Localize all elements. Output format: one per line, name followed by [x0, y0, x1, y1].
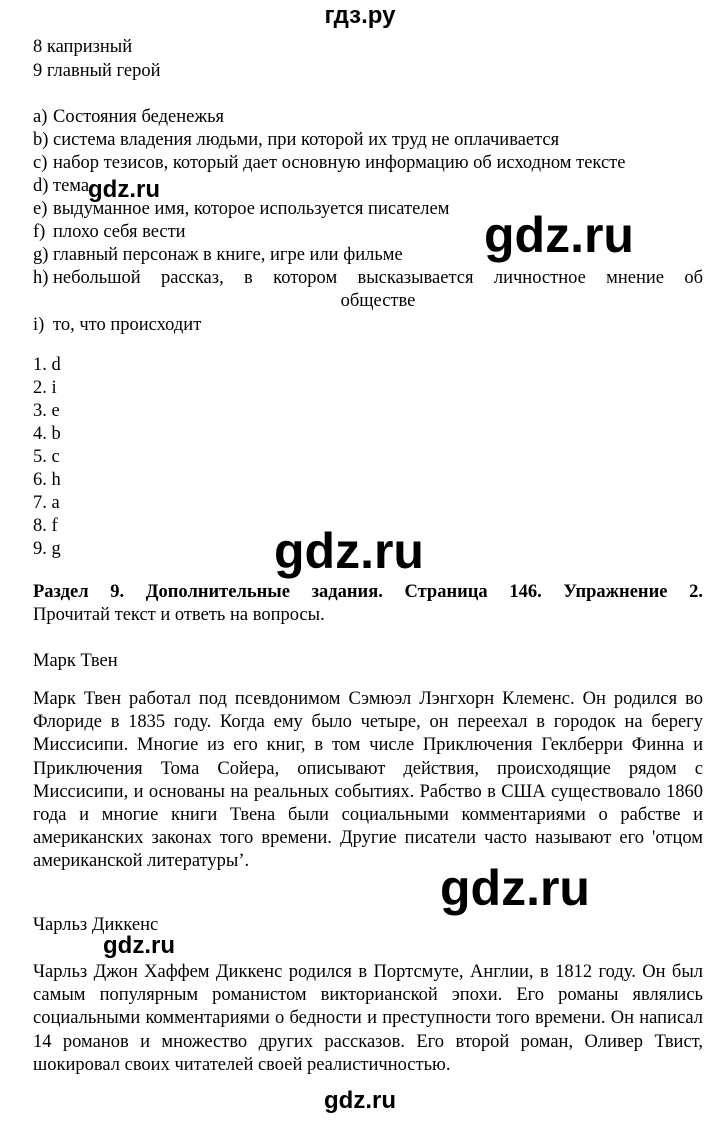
- section-instruction: Прочитай текст и ответь на вопросы.: [33, 605, 325, 625]
- definition-text: небольшой рассказ, в котором высказывается личностное мнение об: [53, 268, 703, 288]
- watermark-large: gdz.ru: [484, 207, 634, 263]
- definition-letter: e): [33, 199, 48, 219]
- dickens-paragraph: Чарльз Джон Хаффем Диккенс родился в Портсмуте, Англии, в 1812 году. Он был самым популярным романистом викторианской эпохи. Его романы являлись социальными комментариями о бедности и преступности того времени. Он написал 14 романов и множество других рассказов. Его второй роман, Оливер Твист, шокировал своих читателей своей реалистичностью.: [33, 962, 703, 1075]
- site-footer: gdz.ru: [324, 1087, 396, 1114]
- answer-4: 4. b: [33, 424, 61, 444]
- definition-b: [33, 129, 703, 152]
- site-header: гдз.ру: [324, 2, 396, 29]
- definition-text: набор тезисов, который дает основную информацию об исходном тексте: [53, 153, 626, 173]
- watermark-small: gdz.ru: [103, 932, 175, 959]
- answer-1: 1. d: [33, 355, 61, 375]
- definition-letter: c): [33, 153, 48, 173]
- watermark-small: gdz.ru: [88, 176, 160, 203]
- answer-6: 6. h: [33, 470, 61, 490]
- vocab-item-9: 9 главный герой: [33, 61, 161, 81]
- dickens-title: Чарльз Диккенс: [33, 915, 159, 935]
- twain-title: Марк Твен: [33, 651, 118, 671]
- vocab-item-8: 8 капризный: [33, 37, 133, 57]
- definition-a: [33, 106, 703, 129]
- definition-text: система владения людьми, при которой их труд не оплачивается: [53, 130, 560, 150]
- definition-c: [33, 152, 703, 175]
- definition-letter: f): [33, 222, 46, 242]
- definition-text: то, что происходит: [53, 315, 202, 335]
- definition-letter: d): [33, 176, 49, 196]
- answer-3: 3. e: [33, 401, 60, 421]
- definition-text: выдуманное имя, которое используется писателем: [53, 199, 450, 219]
- definition-i: [33, 314, 703, 337]
- answer-7: 7. a: [33, 493, 60, 513]
- definition-letter: g): [33, 245, 49, 265]
- watermark-large: gdz.ru: [440, 860, 590, 916]
- twain-paragraph: Марк Твен работал под псевдонимом Сэмюэл Лэнгхорн Клеменс. Он родился во Флориде в 1835 году. Когда ему было четыре, он переехал в городок на берегу Миссисипи. Многие из его книг, в том числе Приключения Геклберри Финна и Приключения Тома Сойера, описывают действия, происходящие рядом с Миссисипи, и основаны на реальных событиях. Рабство в США существовало 1860 года и многие книги Твена были социальными комментариями о рабстве и американских законах того времени. Другие писатели часто называют его 'отцом американской литературы’.: [33, 689, 703, 872]
- answer-8: 8. f: [33, 516, 58, 536]
- definition-text: тема: [53, 176, 90, 196]
- answer-2: 2. i: [33, 378, 57, 398]
- definition-text: плохо себя вести: [53, 222, 186, 242]
- definition-letter: i): [33, 315, 45, 335]
- section-heading: Раздел 9. Дополнительные задания. Страница 146. Упражнение 2.: [33, 582, 703, 602]
- definition-letter: a): [33, 107, 48, 127]
- definition-letter: h): [33, 268, 49, 288]
- answer-5: 5. c: [33, 447, 60, 467]
- definition-h: [33, 267, 703, 313]
- watermark-large: gdz.ru: [274, 523, 424, 579]
- definition-text: главный персонаж в книге, игре или фильме: [53, 245, 403, 265]
- definition-text: Состояния беденежья: [53, 107, 225, 127]
- definition-letter: b): [33, 130, 49, 150]
- answer-9: 9. g: [33, 539, 61, 559]
- definition-text-continued: обществе: [340, 291, 416, 311]
